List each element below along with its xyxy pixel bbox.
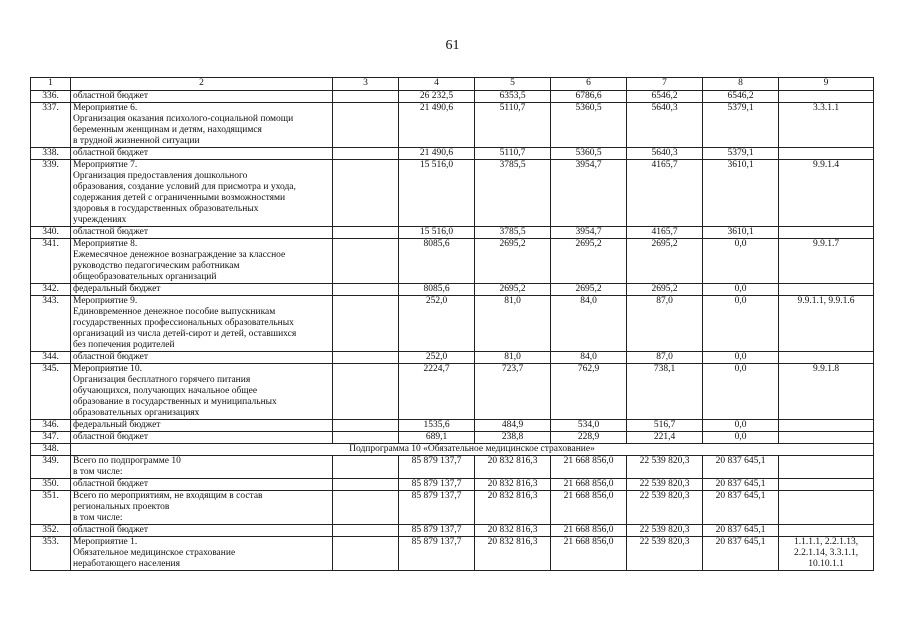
cell-amount-c5: 3785,5 [475,160,551,227]
cell-amount-c5: 2695,2 [475,284,551,296]
description-line: без попечения родителей [73,340,175,350]
column-header: 6 [551,78,627,91]
row-number: 351. [31,491,71,525]
cell-amount-c6: 21 668 856,0 [551,456,627,479]
table-row [31,284,874,296]
indicator-code-line: 3.3.1.1 [812,103,840,113]
description-line: образовательных организациях [73,408,200,418]
cell-amount-c6: 3954,7 [551,227,627,239]
cell-amount-c7: 738,1 [627,364,703,420]
subprogram-title: Подпрограмма 10 «Обязательное медицинское страхование» [71,444,874,456]
row-description [71,160,333,227]
cell-amount-c8: 0,0 [703,420,779,432]
table-row [31,456,874,479]
cell-amount-c5: 20 832 816,3 [475,491,551,525]
cell-amount-c4: 2224,7 [399,364,475,420]
cell-amount-c5: 484,9 [475,420,551,432]
cell-col3 [333,456,399,479]
cell-col3 [333,160,399,227]
cell-amount-c8: 20 837 645,1 [703,456,779,479]
cell-col3 [333,103,399,148]
cell-amount-c4: 8085,6 [399,284,475,296]
description-line: учреждениях [73,215,127,225]
cell-amount-c8: 20 837 645,1 [703,525,779,537]
cell-amount-c7: 4165,7 [627,160,703,227]
table-row [31,364,874,420]
cell-col3 [333,239,399,284]
cell-amount-c5: 20 832 816,3 [475,537,551,571]
header-row [31,78,874,91]
table-row [31,420,874,432]
description-line: образование в государственных и муниципальных [73,397,277,407]
table-row [31,239,874,284]
cell-amount-c6: 84,0 [551,296,627,352]
cell-amount-c4: 85 879 137,7 [399,525,475,537]
description-line: Всего по мероприятиям, не входящим в состав [73,491,263,501]
description-line: областной бюджет [73,227,149,237]
cell-col3 [333,432,399,444]
cell-col3 [333,420,399,432]
cell-indicator-codes [779,103,874,148]
cell-amount-c6: 534,0 [551,420,627,432]
row-number: 338. [31,148,71,160]
description-line: в том числе: [73,513,123,523]
cell-indicator-codes [779,525,874,537]
description-line: в том числе: [73,467,123,477]
cell-amount-c6: 228,9 [551,432,627,444]
cell-indicator-codes [779,284,874,296]
row-number: 337. [31,103,71,148]
budget-table [30,77,874,571]
cell-amount-c8: 3610,1 [703,227,779,239]
table-row [31,352,874,364]
cell-col3 [333,525,399,537]
cell-amount-c7: 22 539 820,3 [627,456,703,479]
cell-amount-c8: 20 837 645,1 [703,537,779,571]
cell-amount-c7: 2695,2 [627,284,703,296]
description-line: Мероприятие 1. [73,537,138,547]
description-line: Мероприятие 9. [73,296,138,306]
cell-amount-c5: 20 832 816,3 [475,479,551,491]
cell-amount-c4: 85 879 137,7 [399,479,475,491]
cell-amount-c4: 1535,6 [399,420,475,432]
cell-amount-c6: 5360,5 [551,103,627,148]
page-number: 61 [445,38,460,53]
row-description [71,525,333,537]
cell-col3 [333,227,399,239]
cell-indicator-codes [779,364,874,420]
description-line: Обязательное медицинское страхование [73,548,236,558]
column-header: 3 [333,78,399,91]
row-description [71,491,333,525]
column-header: 8 [703,78,779,91]
cell-indicator-codes [779,148,874,160]
table-row [31,491,874,525]
description-line: Мероприятие 7. [73,160,138,170]
cell-amount-c6: 21 668 856,0 [551,525,627,537]
cell-amount-c7: 22 539 820,3 [627,479,703,491]
cell-amount-c6: 3954,7 [551,160,627,227]
row-description [71,537,333,571]
cell-amount-c4: 252,0 [399,296,475,352]
cell-col3 [333,537,399,571]
row-description [71,148,333,160]
cell-amount-c8: 20 837 645,1 [703,479,779,491]
column-header: 4 [399,78,475,91]
cell-amount-c7: 2695,2 [627,239,703,284]
column-header: 7 [627,78,703,91]
row-number: 353. [31,537,71,571]
row-number: 347. [31,432,71,444]
cell-amount-c4: 21 490,6 [399,103,475,148]
cell-amount-c5: 723,7 [475,364,551,420]
description-line: в трудной жизненной ситуации [73,136,200,146]
table-row [31,296,874,352]
description-line: Ежемесячное денежное вознаграждение за классное [73,250,286,260]
cell-amount-c8: 5379,1 [703,148,779,160]
row-description [71,420,333,432]
cell-amount-c7: 516,7 [627,420,703,432]
table-row [31,432,874,444]
table-row [31,537,874,571]
cell-amount-c7: 4165,7 [627,227,703,239]
table-body [31,91,874,571]
cell-amount-c6: 5360,5 [551,148,627,160]
column-header: 5 [475,78,551,91]
description-line: общеобразовательных организаций [73,272,217,282]
cell-amount-c5: 81,0 [475,352,551,364]
row-number: 348. [31,444,71,456]
cell-indicator-codes [779,91,874,103]
indicator-code-line: 1.1.1.1, 2.2.1.13, [793,537,859,547]
cell-amount-c8: 0,0 [703,284,779,296]
cell-amount-c4: 15 516,0 [399,227,475,239]
row-number: 339. [31,160,71,227]
cell-col3 [333,284,399,296]
description-line: неработающего населения [73,559,180,569]
cell-amount-c8: 0,0 [703,296,779,352]
column-header: 9 [779,78,874,91]
column-header: 2 [71,78,333,91]
cell-amount-c7: 87,0 [627,296,703,352]
cell-amount-c6: 6786,6 [551,91,627,103]
indicator-code-line: 10.10.1.1 [808,559,844,569]
description-line: Мероприятие 8. [73,239,138,249]
table-row [31,444,874,456]
cell-indicator-codes [779,432,874,444]
cell-amount-c6: 21 668 856,0 [551,479,627,491]
table-row [31,160,874,227]
cell-amount-c5: 5110,7 [475,148,551,160]
cell-amount-c8: 0,0 [703,352,779,364]
cell-indicator-codes [779,491,874,525]
cell-amount-c7: 5640,3 [627,148,703,160]
cell-indicator-codes [779,227,874,239]
table-row [31,227,874,239]
table-row [31,148,874,160]
row-description [71,103,333,148]
cell-amount-c4: 689,1 [399,432,475,444]
row-number: 341. [31,239,71,284]
cell-amount-c5: 20 832 816,3 [475,525,551,537]
cell-indicator-codes [779,296,874,352]
row-description [71,352,333,364]
row-number: 336. [31,91,71,103]
description-line: государственных профессиональных образовательных [73,318,294,328]
cell-amount-c5: 3785,5 [475,227,551,239]
description-line: областной бюджет [73,525,149,535]
cell-indicator-codes [779,352,874,364]
cell-amount-c6: 2695,2 [551,284,627,296]
description-line: областной бюджет [73,432,149,442]
row-number: 345. [31,364,71,420]
cell-amount-c5: 20 832 816,3 [475,456,551,479]
indicator-code-line: 9.9.1.8 [812,364,840,374]
cell-amount-c5: 81,0 [475,296,551,352]
cell-amount-c5: 5110,7 [475,103,551,148]
cell-amount-c8: 0,0 [703,364,779,420]
cell-amount-c4: 85 879 137,7 [399,537,475,571]
cell-amount-c7: 22 539 820,3 [627,491,703,525]
cell-amount-c6: 21 668 856,0 [551,491,627,525]
description-line: Всего по подпрограмме 10 [73,456,181,466]
description-line: здоровья в государственных образовательных [73,204,259,214]
description-line: областной бюджет [73,479,149,489]
cell-amount-c4: 15 516,0 [399,160,475,227]
cell-col3 [333,91,399,103]
table-row [31,525,874,537]
cell-amount-c7: 6546,2 [627,91,703,103]
cell-amount-c6: 2695,2 [551,239,627,284]
cell-col3 [333,479,399,491]
cell-amount-c8: 20 837 645,1 [703,491,779,525]
row-description [71,296,333,352]
description-line: беременным женщинам и детям, находящимся [73,125,262,135]
description-line: федеральный бюджет [73,420,161,430]
cell-amount-c8: 0,0 [703,239,779,284]
indicator-code-line: 2.2.1.14, 3.3.1.1, [793,548,859,558]
row-description [71,432,333,444]
row-description [71,364,333,420]
cell-amount-c5: 6353,5 [475,91,551,103]
cell-amount-c7: 22 539 820,3 [627,537,703,571]
cell-indicator-codes [779,239,874,284]
row-number: 346. [31,420,71,432]
cell-amount-c4: 252,0 [399,352,475,364]
cell-indicator-codes [779,456,874,479]
cell-col3 [333,364,399,420]
description-line: образования, создание условий для присмотра и ухода, [73,182,296,192]
cell-amount-c6: 21 668 856,0 [551,537,627,571]
indicator-code-line: 9.9.1.1, 9.9.1.6 [797,296,855,306]
cell-amount-c6: 762,9 [551,364,627,420]
cell-col3 [333,296,399,352]
cell-amount-c8: 3610,1 [703,160,779,227]
cell-amount-c4: 85 879 137,7 [399,456,475,479]
cell-amount-c7: 22 539 820,3 [627,525,703,537]
cell-amount-c4: 8085,6 [399,239,475,284]
description-line: Мероприятие 6. [73,103,138,113]
row-number: 344. [31,352,71,364]
row-description [71,227,333,239]
indicator-code-line: 9.9.1.4 [812,160,840,170]
cell-indicator-codes [779,160,874,227]
cell-amount-c6: 84,0 [551,352,627,364]
row-description [71,239,333,284]
cell-indicator-codes [779,537,874,571]
row-description [71,456,333,479]
cell-amount-c8: 0,0 [703,432,779,444]
cell-amount-c8: 6546,2 [703,91,779,103]
cell-amount-c4: 21 490,6 [399,148,475,160]
cell-col3 [333,352,399,364]
description-line: Мероприятие 10. [73,364,143,374]
row-number: 352. [31,525,71,537]
row-number: 342. [31,284,71,296]
row-description [71,479,333,491]
cell-amount-c7: 5640,3 [627,103,703,148]
row-number: 349. [31,456,71,479]
description-line: руководство педагогическим работникам [73,261,240,271]
description-line: областной бюджет [73,91,149,101]
description-line: обучающихся, получающих начальное общее [73,386,258,396]
description-line: областной бюджет [73,352,149,362]
description-line: областной бюджет [73,148,149,158]
indicator-code-line: 9.9.1.7 [812,239,840,249]
cell-amount-c5: 2695,2 [475,239,551,284]
row-description [71,284,333,296]
cell-col3 [333,148,399,160]
row-description [71,91,333,103]
description-line: Единовременное денежное пособие выпускникам [73,307,276,317]
description-line: региональных проектов [73,502,170,512]
description-line: Организация бесплатного горячего питания [73,375,251,385]
table-row [31,479,874,491]
description-line: федеральный бюджет [73,284,161,294]
row-number: 343. [31,296,71,352]
description-line: Организация оказания психолого-социальной помощи [73,114,294,124]
row-number: 350. [31,479,71,491]
cell-amount-c4: 26 232,5 [399,91,475,103]
cell-amount-c5: 238,8 [475,432,551,444]
cell-col3 [333,491,399,525]
table-row [31,91,874,103]
cell-amount-c7: 87,0 [627,352,703,364]
description-line: содержания детей с ограниченными возможностями [73,193,286,203]
table-row [31,103,874,148]
column-header: 1 [31,78,71,91]
cell-amount-c4: 85 879 137,7 [399,491,475,525]
description-line: Организация предоставления дошкольного [73,171,248,181]
row-number: 340. [31,227,71,239]
cell-indicator-codes [779,479,874,491]
cell-amount-c7: 221,4 [627,432,703,444]
cell-amount-c8: 5379,1 [703,103,779,148]
cell-indicator-codes [779,420,874,432]
description-line: организаций из числа детей-сирот и детей, оставшихся [73,329,297,339]
